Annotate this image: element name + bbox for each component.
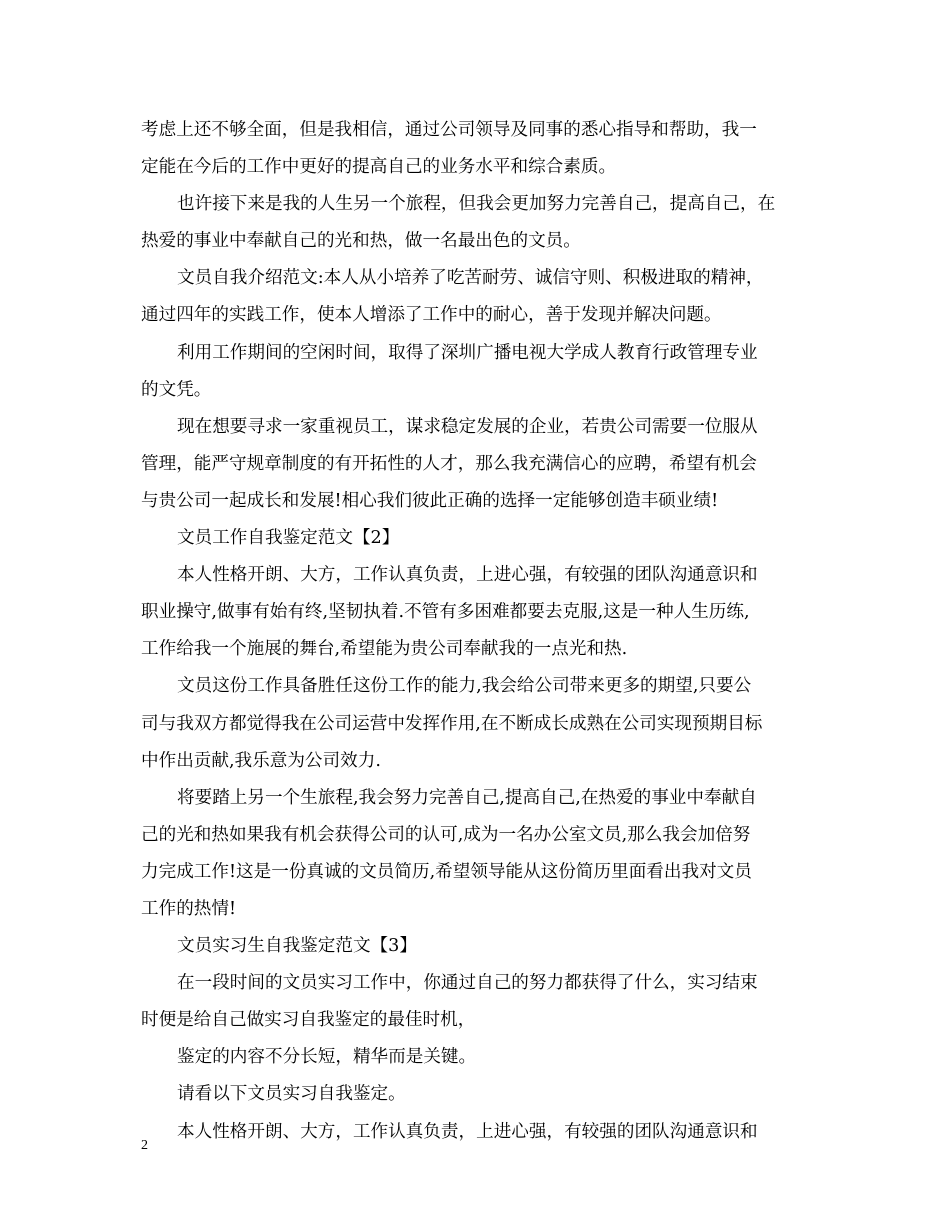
- paragraph-first-line: 文员工作自我鉴定范文【2】: [177, 528, 400, 549]
- text-line: 工作给我一个施展的舞台,希望能为贵公司奉献我的一点光和热.: [141, 639, 628, 660]
- paragraph-first-line: 也许接下来是我的人生另一个旅程，但我会更加努力完善自己，提高自己，在: [177, 194, 776, 215]
- text-line: 管理，能严守规章制度的有开拓性的人才，那么我充满信心的应聘，希望有机会: [141, 453, 757, 474]
- text-line: 时便是给自己做实习自我鉴定的最佳时机，: [141, 1010, 476, 1031]
- text-line: 力完成工作!这是一份真诚的文员简历,希望领导能从这份简历里面看出我对文员: [141, 861, 752, 882]
- paragraph-first-line: 文员自我介绍范文:本人从小培养了吃苦耐劳、诚信守则、积极进取的精神，: [177, 268, 764, 289]
- paragraph-first-line: 在一段时间的文员实习工作中，你通过自己的努力都获得了什么，实习结束: [177, 973, 758, 994]
- text-line: 工作的热情!: [141, 898, 237, 919]
- text-line: 的文凭。: [141, 379, 212, 400]
- paragraph-first-line: 利用工作期间的空闲时间，取得了深圳广播电视大学成人教育行政管理专业: [177, 342, 758, 363]
- text-line: 通过四年的实践工作，使本人增添了工作中的耐心，善于发现并解决问题。: [141, 305, 722, 326]
- page-number: 2: [141, 1138, 148, 1153]
- paragraph-first-line: 文员实习生自我鉴定范文【3】: [177, 936, 417, 957]
- paragraph-first-line: 请看以下文员实习自我鉴定。: [177, 1084, 406, 1105]
- text-line: 中作出贡献,我乐意为公司效力.: [141, 750, 381, 771]
- paragraph-first-line: 现在想要寻求一家重视员工，谋求稳定发展的企业，若贵公司需要一位服从: [177, 416, 758, 437]
- text-line: 考虑上还不够全面，但是我相信，通过公司领导及同事的悉心指导和帮助，我一: [141, 120, 757, 140]
- text-line: 职业操守,做事有始有终,坚韧执着.不管有多困难都要去克服,这是一种人生历练,: [141, 602, 750, 623]
- text-line: 热爱的事业中奉献自己的光和热，做一名最出色的文员。: [141, 231, 581, 252]
- text-line: 司与我双方都觉得我在公司运营中发挥作用,在不断成长成熟在公司实现预期目标: [141, 713, 763, 734]
- paragraph-first-line: 鉴定的内容不分长短，精华而是关键。: [177, 1047, 477, 1068]
- paragraph-first-line: 文员这份工作具备胜任这份工作的能力,我会给公司带来更多的期望,只要公: [177, 676, 752, 697]
- text-line: 定能在今后的工作中更好的提高自己的业务水平和综合素质。: [141, 157, 617, 178]
- document-body: [141, 112, 813, 1151]
- paragraph-first-line: 本人性格开朗、大方，工作认真负责，上进心强，有较强的团队沟通意识和: [177, 565, 758, 586]
- text-line: 与贵公司一起成长和发展!相心我们彼此正确的选择一定能够创造丰硕业绩!: [141, 490, 719, 511]
- paragraph-first-line: 本人性格开朗、大方，工作认真负责，上进心强，有较强的团队沟通意识和: [177, 1121, 758, 1142]
- text-line: 己的光和热如果我有机会获得公司的认可,成为一名办公室文员,那么我会加倍努: [141, 824, 751, 845]
- paragraph-first-line: 将要踏上另一个生旅程,我会努力完善自己,提高自己,在热爱的事业中奉献自: [177, 787, 757, 808]
